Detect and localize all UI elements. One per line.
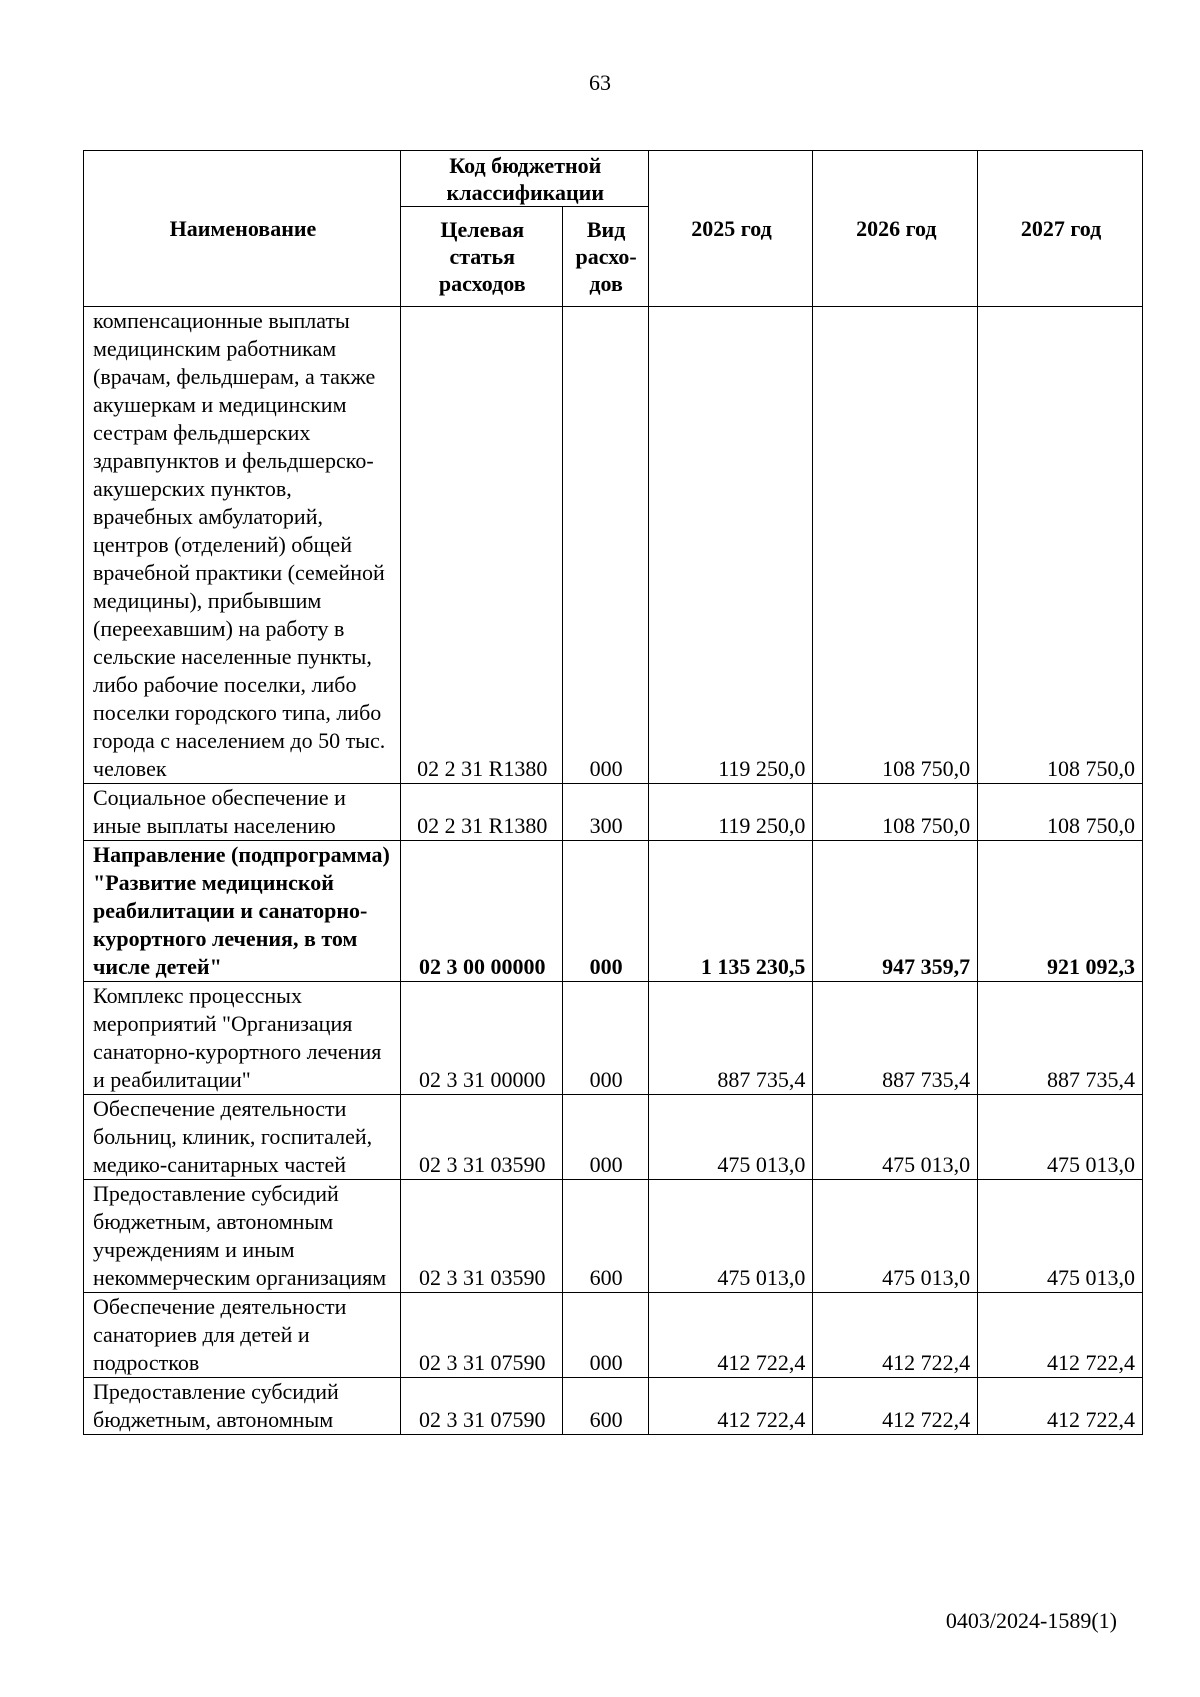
row-2025: 119 250,0: [648, 307, 813, 784]
page-number: 63: [589, 70, 611, 95]
row-expense-type: 600: [562, 1180, 648, 1293]
table-row: [84, 1095, 1143, 1180]
row-2025: 119 250,0: [648, 784, 813, 841]
row-2027: 108 750,0: [978, 784, 1143, 841]
row-name: Направление (подпрограмма) "Развитие медицинской реабилитации и санаторно-курортного лечения, в том числе детей": [84, 841, 401, 982]
row-2026: 412 722,4: [813, 1378, 978, 1435]
row-2027: 475 013,0: [978, 1095, 1143, 1180]
row-target-code: 02 3 31 03590: [400, 1095, 562, 1180]
row-target-code: 02 3 31 03590: [400, 1180, 562, 1293]
row-expense-type: 000: [562, 841, 648, 982]
header-target-article: Целевая статья расходов: [400, 207, 562, 307]
header-2025: 2025 год: [648, 151, 813, 307]
table-row: [84, 307, 1143, 784]
document-id: 0403/2024-1589(1): [945, 1608, 1117, 1633]
row-target-code: 02 2 31 R1380: [400, 307, 562, 784]
row-2025: 412 722,4: [648, 1293, 813, 1378]
row-2026: 412 722,4: [813, 1293, 978, 1378]
row-expense-type: 000: [562, 307, 648, 784]
header-expense-type: Вид расхо-дов: [562, 207, 648, 307]
row-name: Обеспечение деятельности санаториев для детей и подростков: [84, 1293, 401, 1378]
row-expense-type: 000: [562, 982, 648, 1095]
row-target-code: 02 3 31 00000: [400, 982, 562, 1095]
row-name: Обеспечение деятельности больниц, клиник, госпиталей, медико-санитарных частей: [84, 1095, 401, 1180]
row-expense-type: 300: [562, 784, 648, 841]
budget-table: [83, 150, 1143, 1435]
row-2027: 887 735,4: [978, 982, 1143, 1095]
row-2025: 887 735,4: [648, 982, 813, 1095]
header-2026: 2026 год: [813, 151, 978, 307]
row-2027: 412 722,4: [978, 1293, 1143, 1378]
table-row: [84, 982, 1143, 1095]
row-name: Социальное обеспечение и иные выплаты населению: [84, 784, 401, 841]
row-2025: 475 013,0: [648, 1180, 813, 1293]
row-2026: 108 750,0: [813, 307, 978, 784]
row-name: компенсационные выплаты медицинским работникам (врачам, фельдшерам, а также акушеркам и медицинским сестрам фельдшерских здравпунктов и фельдшерско-акушерских пунктов, врачебных амбулаторий, центров (отделений) общей врачебной практики (семейной медицины), прибывшим (переехавшим) на работу в сельские населенные пункты, либо рабочие поселки, либо поселки городского типа, либо города с населением до 50 тыс. человек: [84, 307, 401, 784]
row-target-code: 02 3 31 07590: [400, 1293, 562, 1378]
header-2027: 2027 год: [978, 151, 1143, 307]
row-2025: 412 722,4: [648, 1378, 813, 1435]
row-expense-type: 600: [562, 1378, 648, 1435]
row-name: Предоставление субсидий бюджетным, автономным учреждениям и иным некоммерческим организациям: [84, 1180, 401, 1293]
header-name: Наименование: [84, 151, 401, 307]
table-body: [84, 307, 1143, 1435]
table-row: [84, 784, 1143, 841]
row-2025: 475 013,0: [648, 1095, 813, 1180]
row-expense-type: 000: [562, 1293, 648, 1378]
table-row: [84, 841, 1143, 982]
row-2027: 475 013,0: [978, 1180, 1143, 1293]
row-name: Предоставление субсидий бюджетным, автономным: [84, 1378, 401, 1435]
row-target-code: 02 3 00 00000: [400, 841, 562, 982]
table-row: [84, 1293, 1143, 1378]
row-target-code: 02 3 31 07590: [400, 1378, 562, 1435]
row-2025: 1 135 230,5: [648, 841, 813, 982]
row-name: Комплекс процессных мероприятий "Организация санаторно-курортного лечения и реабилитации": [84, 982, 401, 1095]
row-2026: 475 013,0: [813, 1180, 978, 1293]
row-2027: 921 092,3: [978, 841, 1143, 982]
row-2026: 947 359,7: [813, 841, 978, 982]
table-row: [84, 1378, 1143, 1435]
table-row: [84, 1180, 1143, 1293]
row-2026: 475 013,0: [813, 1095, 978, 1180]
row-2027: 412 722,4: [978, 1378, 1143, 1435]
row-2026: 108 750,0: [813, 784, 978, 841]
row-target-code: 02 2 31 R1380: [400, 784, 562, 841]
header-code-group: Код бюджетной классификации: [400, 151, 648, 207]
row-2026: 887 735,4: [813, 982, 978, 1095]
row-expense-type: 000: [562, 1095, 648, 1180]
table-header: [84, 151, 1143, 307]
row-2027: 108 750,0: [978, 307, 1143, 784]
